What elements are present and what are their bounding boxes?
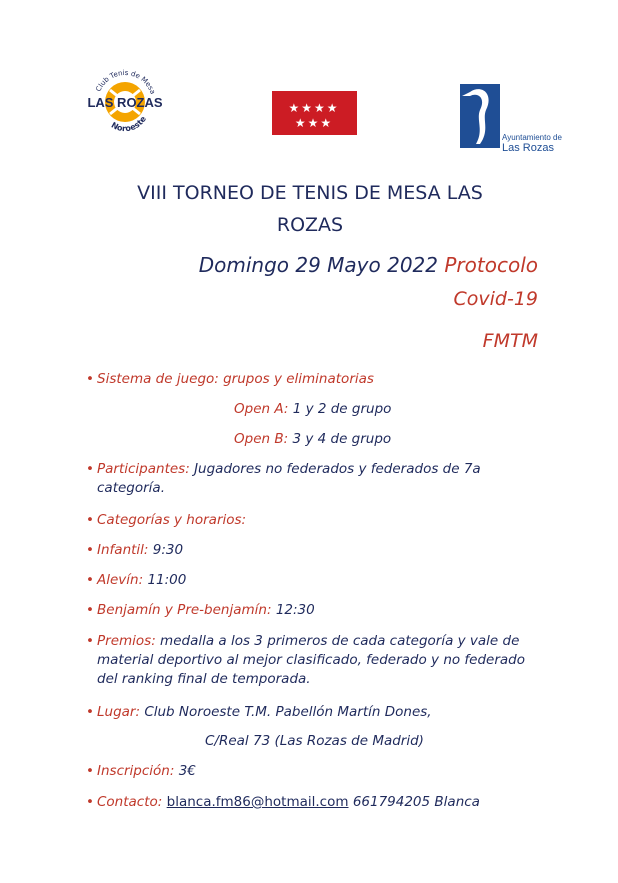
contact-phone: 661794205 Blanca — [352, 794, 480, 810]
ayto-line1: Ayuntamiento de — [502, 133, 562, 142]
contact-email-link[interactable]: blanca.fm86@hotmail.com — [166, 794, 349, 810]
svg-text:★★★★: ★★★★ — [288, 101, 340, 115]
lugar-value: Club Noroeste T.M. Pabellón Martín Dones, — [144, 704, 432, 720]
participantes-label: Participantes: — [97, 461, 190, 477]
participantes-value-1: Jugadores no federados y federados de 7a — [194, 461, 481, 477]
covid-text: Covid-19 — [453, 288, 538, 310]
bullet-icon: • — [86, 512, 94, 528]
premios-value-1: medalla a los 3 primeros de cada categoría y vale de — [160, 633, 520, 649]
madrid-flag-logo — [272, 91, 357, 135]
bullet-icon: • — [86, 371, 94, 387]
open-a — [234, 401, 391, 417]
categorias-label: Categorías y horarios: — [97, 512, 247, 528]
club-sub: Noroeste — [109, 114, 148, 134]
list-item-sistema — [86, 370, 526, 389]
inscripcion-label: Inscripción: — [97, 763, 175, 779]
infantil-label: Infantil: — [97, 542, 149, 558]
inscripcion-value: 3€ — [178, 763, 196, 779]
bullet-icon: • — [86, 763, 94, 779]
title-line-1: VIII TORNEO DE TENIS DE MESA LAS — [137, 182, 483, 204]
bullet-icon: • — [86, 572, 94, 588]
benjamin-value: 12:30 — [275, 602, 315, 618]
list-item-categorias — [86, 511, 526, 530]
bullet-icon: • — [86, 704, 94, 720]
club-logo — [80, 62, 170, 140]
list-item-infantil — [86, 541, 526, 560]
bullet-icon: • — [86, 461, 94, 477]
list-item-alevin — [86, 571, 526, 590]
premios-label: Premios: — [97, 633, 156, 649]
open-b-value: 3 y 4 de grupo — [292, 431, 392, 447]
open-a-value: 1 y 2 de grupo — [292, 401, 392, 417]
alevin-value: 11:00 — [147, 572, 187, 588]
club-name: LAS ROZAS — [87, 95, 163, 110]
list-item-lugar — [86, 703, 526, 722]
bullet-icon: • — [86, 542, 94, 558]
list-item-contacto — [86, 793, 526, 812]
svg-text:★★★: ★★★ — [294, 116, 334, 130]
participantes-value-2: categoría. — [97, 480, 165, 496]
infantil-value: 9:30 — [152, 542, 184, 558]
premios-value-3: del ranking final de temporada. — [97, 671, 311, 687]
list-item-participantes — [86, 460, 526, 498]
bullet-icon: • — [86, 602, 94, 618]
open-b-label: Open B: — [234, 431, 289, 447]
benjamin-label: Benjamín y Pre-benjamín: — [97, 602, 272, 618]
date-line — [199, 253, 538, 277]
contacto-label: Contacto: — [97, 794, 163, 810]
protocolo-text: Protocolo — [444, 253, 538, 277]
ayto-line2: Las Rozas — [502, 142, 554, 154]
open-a-label: Open A: — [234, 401, 289, 417]
fmtm-text: FMTM — [482, 330, 538, 352]
bullet-icon: • — [86, 633, 94, 649]
event-date: Domingo 29 Mayo 2022 — [198, 253, 439, 277]
list-item-inscripcion — [86, 762, 526, 781]
lugar-address: C/Real 73 (Las Rozas de Madrid) — [205, 733, 424, 749]
ayuntamiento-logo — [456, 82, 571, 154]
list-item-premios — [86, 632, 526, 689]
list-item-benjamin — [86, 601, 526, 620]
lugar-label: Lugar: — [97, 704, 141, 720]
club-arc-text: Club Tenis de Mesa — [94, 68, 157, 96]
open-b — [234, 431, 391, 447]
bullet-icon: • — [86, 794, 94, 810]
premios-value-2: material deportivo al mejor clasificado, federado y no federado — [97, 652, 526, 668]
title-line-2: ROZAS — [276, 214, 344, 236]
alevin-label: Alevín: — [97, 572, 144, 588]
sistema-label: Sistema de juego: grupos y eliminatorias — [97, 371, 374, 387]
